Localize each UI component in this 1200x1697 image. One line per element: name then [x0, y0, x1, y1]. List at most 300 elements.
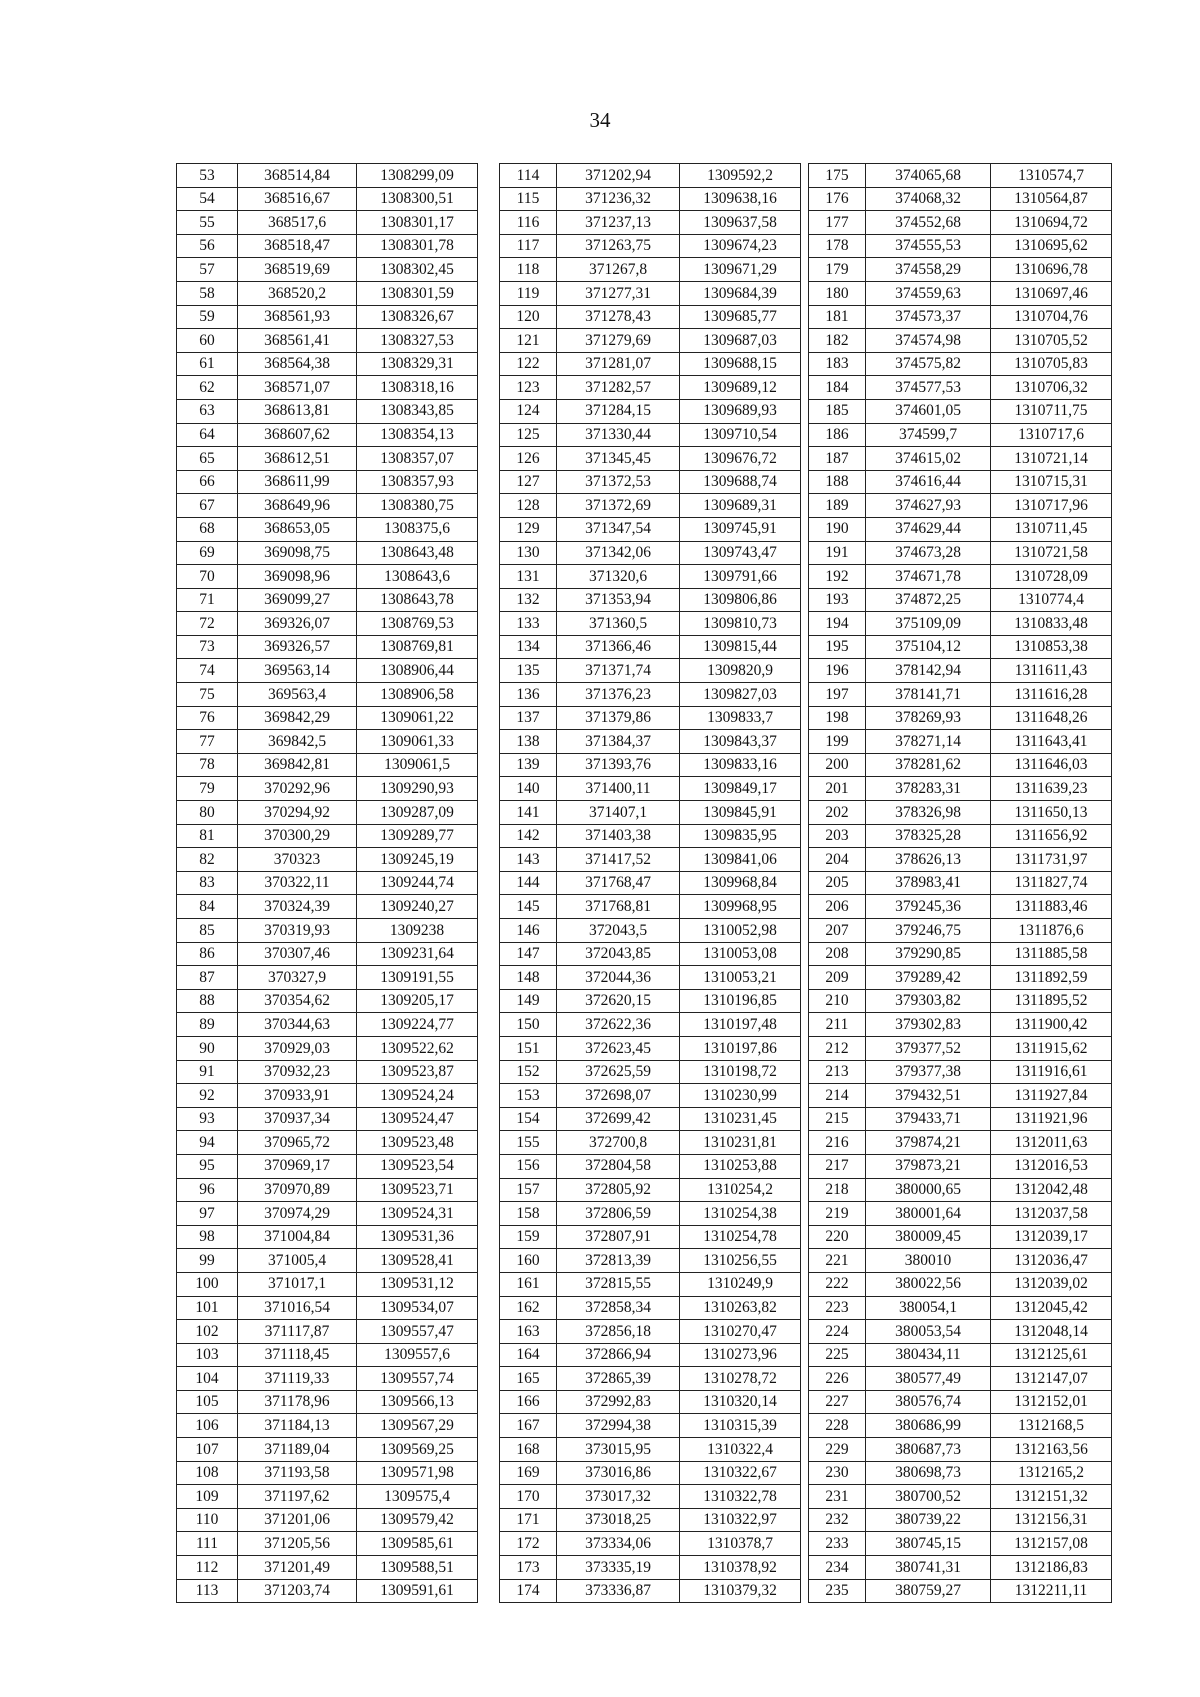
table-row	[809, 1390, 1112, 1414]
x-coordinate-cell: 379377,38	[866, 1060, 991, 1084]
y-coordinate-cell: 1308301,78	[357, 234, 478, 258]
y-coordinate-cell: 1311616,28	[991, 683, 1112, 707]
x-coordinate-cell: 368571,07	[238, 376, 357, 400]
table-row	[500, 1249, 801, 1273]
table-row	[500, 1154, 801, 1178]
point-number-cell: 127	[500, 470, 557, 494]
table-row	[500, 1084, 801, 1108]
y-coordinate-cell: 1308318,16	[357, 376, 478, 400]
y-coordinate-cell: 1308906,58	[357, 683, 478, 707]
point-number-cell: 58	[177, 281, 238, 305]
point-number-cell: 133	[500, 612, 557, 636]
y-coordinate-cell: 1309569,25	[357, 1438, 478, 1462]
y-coordinate-cell: 1309231,64	[357, 942, 478, 966]
point-number-cell: 226	[809, 1367, 866, 1391]
table-row	[177, 1107, 478, 1131]
point-number-cell: 148	[500, 966, 557, 990]
y-coordinate-cell: 1310717,6	[991, 423, 1112, 447]
table-row	[500, 1367, 801, 1391]
x-coordinate-cell: 374673,28	[866, 541, 991, 565]
y-coordinate-cell: 1312011,63	[991, 1131, 1112, 1155]
point-number-cell: 180	[809, 281, 866, 305]
table-row	[500, 989, 801, 1013]
table-row	[809, 1178, 1112, 1202]
x-coordinate-cell: 371360,5	[557, 612, 680, 636]
y-coordinate-cell: 1311650,13	[991, 801, 1112, 825]
point-number-cell: 112	[177, 1556, 238, 1580]
x-coordinate-cell: 372044,36	[557, 966, 680, 990]
point-number-cell: 218	[809, 1178, 866, 1202]
point-number-cell: 169	[500, 1461, 557, 1485]
point-number-cell: 146	[500, 919, 557, 943]
table-row	[500, 517, 801, 541]
y-coordinate-cell: 1310198,72	[680, 1060, 801, 1084]
x-coordinate-cell: 380054,1	[866, 1296, 991, 1320]
table-row	[177, 1154, 478, 1178]
x-coordinate-cell: 372994,38	[557, 1414, 680, 1438]
x-coordinate-cell: 379289,42	[866, 966, 991, 990]
point-number-cell: 87	[177, 966, 238, 990]
point-number-cell: 194	[809, 612, 866, 636]
point-number-cell: 140	[500, 777, 557, 801]
y-coordinate-cell: 1309061,5	[357, 753, 478, 777]
x-coordinate-cell: 378325,28	[866, 824, 991, 848]
table-row	[809, 706, 1112, 730]
x-coordinate-cell: 371203,74	[238, 1579, 357, 1603]
table-row	[177, 1272, 478, 1296]
x-coordinate-cell: 371417,52	[557, 848, 680, 872]
table-row	[809, 1579, 1112, 1603]
point-number-cell: 211	[809, 1013, 866, 1037]
table-row	[809, 848, 1112, 872]
x-coordinate-cell: 368611,99	[238, 470, 357, 494]
table-row	[500, 1036, 801, 1060]
table-row	[500, 1296, 801, 1320]
y-coordinate-cell: 1310564,87	[991, 187, 1112, 211]
x-coordinate-cell: 371205,56	[238, 1532, 357, 1556]
y-coordinate-cell: 1310717,96	[991, 494, 1112, 518]
x-coordinate-cell: 369098,75	[238, 541, 357, 565]
coordinates-table-right	[808, 163, 1112, 1603]
y-coordinate-cell: 1311656,92	[991, 824, 1112, 848]
x-coordinate-cell: 371197,62	[238, 1485, 357, 1509]
point-number-cell: 207	[809, 919, 866, 943]
table-row	[177, 1414, 478, 1438]
x-coordinate-cell: 378141,71	[866, 683, 991, 707]
point-number-cell: 200	[809, 753, 866, 777]
y-coordinate-cell: 1310322,97	[680, 1508, 801, 1532]
table-row	[177, 352, 478, 376]
y-coordinate-cell: 1310711,75	[991, 399, 1112, 423]
x-coordinate-cell: 378271,14	[866, 730, 991, 754]
table-row	[177, 1060, 478, 1084]
y-coordinate-cell: 1309688,74	[680, 470, 801, 494]
x-coordinate-cell: 370294,92	[238, 801, 357, 825]
x-coordinate-cell: 370933,91	[238, 1084, 357, 1108]
point-number-cell: 72	[177, 612, 238, 636]
y-coordinate-cell: 1312211,11	[991, 1579, 1112, 1603]
point-number-cell: 202	[809, 801, 866, 825]
table-row	[177, 683, 478, 707]
x-coordinate-cell: 371366,46	[557, 635, 680, 659]
y-coordinate-cell: 1309743,47	[680, 541, 801, 565]
table-row	[177, 1556, 478, 1580]
y-coordinate-cell: 1310378,7	[680, 1532, 801, 1556]
point-number-cell: 124	[500, 399, 557, 423]
x-coordinate-cell: 378269,93	[866, 706, 991, 730]
x-coordinate-cell: 371284,15	[557, 399, 680, 423]
point-number-cell: 55	[177, 211, 238, 235]
x-coordinate-cell: 374671,78	[866, 565, 991, 589]
table-row	[500, 211, 801, 235]
x-coordinate-cell: 378283,31	[866, 777, 991, 801]
x-coordinate-cell: 374629,44	[866, 517, 991, 541]
point-number-cell: 187	[809, 447, 866, 471]
x-coordinate-cell: 380687,73	[866, 1438, 991, 1462]
point-number-cell: 201	[809, 777, 866, 801]
y-coordinate-cell: 1309571,98	[357, 1461, 478, 1485]
y-coordinate-cell: 1309061,22	[357, 706, 478, 730]
y-coordinate-cell: 1309671,29	[680, 258, 801, 282]
point-number-cell: 154	[500, 1107, 557, 1131]
table-row	[500, 919, 801, 943]
table-row	[177, 1579, 478, 1603]
x-coordinate-cell: 380022,56	[866, 1272, 991, 1296]
point-number-cell: 105	[177, 1390, 238, 1414]
table-row	[500, 777, 801, 801]
table-row	[177, 517, 478, 541]
table-row	[809, 211, 1112, 235]
y-coordinate-cell: 1309791,66	[680, 565, 801, 589]
point-number-cell: 171	[500, 1508, 557, 1532]
x-coordinate-cell: 374559,63	[866, 281, 991, 305]
y-coordinate-cell: 1310254,78	[680, 1225, 801, 1249]
x-coordinate-cell: 378626,13	[866, 848, 991, 872]
y-coordinate-cell: 1309534,07	[357, 1296, 478, 1320]
point-number-cell: 56	[177, 234, 238, 258]
y-coordinate-cell: 1309968,84	[680, 871, 801, 895]
table-row	[809, 1532, 1112, 1556]
table-row	[809, 1367, 1112, 1391]
point-number-cell: 110	[177, 1508, 238, 1532]
x-coordinate-cell: 371237,13	[557, 211, 680, 235]
x-coordinate-cell: 371016,54	[238, 1296, 357, 1320]
table-row	[177, 1202, 478, 1226]
point-number-cell: 225	[809, 1343, 866, 1367]
x-coordinate-cell: 373015,95	[557, 1438, 680, 1462]
table-row	[809, 683, 1112, 707]
x-coordinate-cell: 368518,47	[238, 234, 357, 258]
y-coordinate-cell: 1310270,47	[680, 1320, 801, 1344]
y-coordinate-cell: 1308299,09	[357, 164, 478, 188]
y-coordinate-cell: 1309688,15	[680, 352, 801, 376]
table-row	[177, 1084, 478, 1108]
point-number-cell: 141	[500, 801, 557, 825]
point-number-cell: 204	[809, 848, 866, 872]
point-number-cell: 86	[177, 942, 238, 966]
table-row	[500, 635, 801, 659]
point-number-cell: 119	[500, 281, 557, 305]
table-row	[177, 1013, 478, 1037]
x-coordinate-cell: 371384,37	[557, 730, 680, 754]
table-row	[177, 1131, 478, 1155]
y-coordinate-cell: 1309833,7	[680, 706, 801, 730]
table-row	[500, 1320, 801, 1344]
y-coordinate-cell: 1312125,61	[991, 1343, 1112, 1367]
point-number-cell: 168	[500, 1438, 557, 1462]
table-row	[500, 871, 801, 895]
table-row	[500, 1178, 801, 1202]
table-row	[177, 730, 478, 754]
x-coordinate-cell: 369842,5	[238, 730, 357, 754]
y-coordinate-cell: 1309575,4	[357, 1485, 478, 1509]
table-row	[500, 1060, 801, 1084]
y-coordinate-cell: 1309687,03	[680, 329, 801, 353]
table-row	[500, 187, 801, 211]
y-coordinate-cell: 1310320,14	[680, 1390, 801, 1414]
x-coordinate-cell: 380053,54	[866, 1320, 991, 1344]
x-coordinate-cell: 369563,4	[238, 683, 357, 707]
y-coordinate-cell: 1311646,03	[991, 753, 1112, 777]
point-number-cell: 107	[177, 1438, 238, 1462]
table-row	[500, 234, 801, 258]
y-coordinate-cell: 1310694,72	[991, 211, 1112, 235]
point-number-cell: 162	[500, 1296, 557, 1320]
y-coordinate-cell: 1310315,39	[680, 1414, 801, 1438]
x-coordinate-cell: 380434,11	[866, 1343, 991, 1367]
table-row	[809, 1107, 1112, 1131]
table-row	[809, 753, 1112, 777]
y-coordinate-cell: 1308357,93	[357, 470, 478, 494]
x-coordinate-cell: 368517,6	[238, 211, 357, 235]
point-number-cell: 152	[500, 1060, 557, 1084]
table-row	[500, 1461, 801, 1485]
x-coordinate-cell: 380009,45	[866, 1225, 991, 1249]
table-row	[177, 1178, 478, 1202]
point-number-cell: 126	[500, 447, 557, 471]
point-number-cell: 190	[809, 517, 866, 541]
x-coordinate-cell: 372858,34	[557, 1296, 680, 1320]
x-coordinate-cell: 374555,53	[866, 234, 991, 258]
y-coordinate-cell: 1312036,47	[991, 1249, 1112, 1273]
table-row	[500, 942, 801, 966]
x-coordinate-cell: 380741,31	[866, 1556, 991, 1580]
table-row	[809, 565, 1112, 589]
point-number-cell: 97	[177, 1202, 238, 1226]
table-row	[809, 187, 1112, 211]
table-row	[500, 588, 801, 612]
point-number-cell: 84	[177, 895, 238, 919]
y-coordinate-cell: 1309676,72	[680, 447, 801, 471]
x-coordinate-cell: 371005,4	[238, 1249, 357, 1273]
x-coordinate-cell: 369098,96	[238, 565, 357, 589]
x-coordinate-cell: 374577,53	[866, 376, 991, 400]
table-row	[809, 1556, 1112, 1580]
x-coordinate-cell: 371201,49	[238, 1556, 357, 1580]
point-number-cell: 138	[500, 730, 557, 754]
table-row	[809, 966, 1112, 990]
x-coordinate-cell: 370969,17	[238, 1154, 357, 1178]
table-row	[809, 234, 1112, 258]
table-row	[500, 1131, 801, 1155]
x-coordinate-cell: 379245,36	[866, 895, 991, 919]
x-coordinate-cell: 380739,22	[866, 1508, 991, 1532]
x-coordinate-cell: 372865,39	[557, 1367, 680, 1391]
y-coordinate-cell: 1312039,02	[991, 1272, 1112, 1296]
table-row	[500, 1532, 801, 1556]
x-coordinate-cell: 370324,39	[238, 895, 357, 919]
x-coordinate-cell: 371282,57	[557, 376, 680, 400]
table-row	[500, 1225, 801, 1249]
y-coordinate-cell: 1312039,17	[991, 1225, 1112, 1249]
x-coordinate-cell: 371017,1	[238, 1272, 357, 1296]
point-number-cell: 145	[500, 895, 557, 919]
point-number-cell: 153	[500, 1084, 557, 1108]
x-coordinate-cell: 368653,05	[238, 517, 357, 541]
point-number-cell: 102	[177, 1320, 238, 1344]
y-coordinate-cell: 1309685,77	[680, 305, 801, 329]
point-number-cell: 144	[500, 871, 557, 895]
point-number-cell: 173	[500, 1556, 557, 1580]
point-number-cell: 85	[177, 919, 238, 943]
point-number-cell: 222	[809, 1272, 866, 1296]
x-coordinate-cell: 370292,96	[238, 777, 357, 801]
table-row	[177, 942, 478, 966]
table-row	[177, 1036, 478, 1060]
y-coordinate-cell: 1311648,26	[991, 706, 1112, 730]
point-number-cell: 139	[500, 753, 557, 777]
x-coordinate-cell: 368561,93	[238, 305, 357, 329]
y-coordinate-cell: 1312016,53	[991, 1154, 1112, 1178]
table-row	[809, 1154, 1112, 1178]
point-number-cell: 92	[177, 1084, 238, 1108]
x-coordinate-cell: 371345,45	[557, 447, 680, 471]
table-row	[809, 1296, 1112, 1320]
point-number-cell: 174	[500, 1579, 557, 1603]
y-coordinate-cell: 1311900,42	[991, 1013, 1112, 1037]
table-row	[500, 376, 801, 400]
point-number-cell: 227	[809, 1390, 866, 1414]
point-number-cell: 137	[500, 706, 557, 730]
point-number-cell: 217	[809, 1154, 866, 1178]
table-row	[809, 1461, 1112, 1485]
table-row	[809, 1485, 1112, 1509]
y-coordinate-cell: 1311643,41	[991, 730, 1112, 754]
x-coordinate-cell: 372805,92	[557, 1178, 680, 1202]
x-coordinate-cell: 374616,44	[866, 470, 991, 494]
y-coordinate-cell: 1312042,48	[991, 1178, 1112, 1202]
point-number-cell: 182	[809, 329, 866, 353]
table-row	[500, 730, 801, 754]
x-coordinate-cell: 379246,75	[866, 919, 991, 943]
y-coordinate-cell: 1309841,06	[680, 848, 801, 872]
point-number-cell: 80	[177, 801, 238, 825]
table-row	[500, 305, 801, 329]
table-row	[177, 305, 478, 329]
table-row	[809, 1320, 1112, 1344]
table-row	[500, 281, 801, 305]
point-number-cell: 73	[177, 635, 238, 659]
table-row	[809, 659, 1112, 683]
table-row	[809, 305, 1112, 329]
y-coordinate-cell: 1308329,31	[357, 352, 478, 376]
y-coordinate-cell: 1310695,62	[991, 234, 1112, 258]
table-row	[177, 706, 478, 730]
y-coordinate-cell: 1309224,77	[357, 1013, 478, 1037]
point-number-cell: 149	[500, 989, 557, 1013]
y-coordinate-cell: 1310230,99	[680, 1084, 801, 1108]
point-number-cell: 147	[500, 942, 557, 966]
table-row	[809, 329, 1112, 353]
x-coordinate-cell: 374627,93	[866, 494, 991, 518]
point-number-cell: 232	[809, 1508, 866, 1532]
y-coordinate-cell: 1309205,17	[357, 989, 478, 1013]
x-coordinate-cell: 378281,62	[866, 753, 991, 777]
table-row	[177, 1320, 478, 1344]
point-number-cell: 221	[809, 1249, 866, 1273]
y-coordinate-cell: 1309745,91	[680, 517, 801, 541]
point-number-cell: 114	[500, 164, 557, 188]
y-coordinate-cell: 1309523,87	[357, 1060, 478, 1084]
x-coordinate-cell: 378326,98	[866, 801, 991, 825]
point-number-cell: 233	[809, 1532, 866, 1556]
x-coordinate-cell: 369563,14	[238, 659, 357, 683]
point-number-cell: 67	[177, 494, 238, 518]
y-coordinate-cell: 1309833,16	[680, 753, 801, 777]
table-row	[500, 683, 801, 707]
x-coordinate-cell: 378983,41	[866, 871, 991, 895]
x-coordinate-cell: 372043,5	[557, 919, 680, 943]
y-coordinate-cell: 1310273,96	[680, 1343, 801, 1367]
y-coordinate-cell: 1308906,44	[357, 659, 478, 683]
point-number-cell: 122	[500, 352, 557, 376]
point-number-cell: 82	[177, 848, 238, 872]
table-row	[500, 895, 801, 919]
table-row	[500, 1508, 801, 1532]
x-coordinate-cell: 379377,52	[866, 1036, 991, 1060]
point-number-cell: 165	[500, 1367, 557, 1391]
y-coordinate-cell: 1308300,51	[357, 187, 478, 211]
y-coordinate-cell: 1308302,45	[357, 258, 478, 282]
point-number-cell: 130	[500, 541, 557, 565]
point-number-cell: 163	[500, 1320, 557, 1344]
y-coordinate-cell: 1310254,2	[680, 1178, 801, 1202]
y-coordinate-cell: 1309523,71	[357, 1178, 478, 1202]
x-coordinate-cell: 368561,41	[238, 329, 357, 353]
point-number-cell: 59	[177, 305, 238, 329]
table-row	[809, 1438, 1112, 1462]
point-number-cell: 71	[177, 588, 238, 612]
x-coordinate-cell: 380000,65	[866, 1178, 991, 1202]
x-coordinate-cell: 373018,25	[557, 1508, 680, 1532]
y-coordinate-cell: 1309524,47	[357, 1107, 478, 1131]
y-coordinate-cell: 1309240,27	[357, 895, 478, 919]
page-number: 34	[589, 108, 611, 132]
point-number-cell: 143	[500, 848, 557, 872]
x-coordinate-cell: 372813,39	[557, 1249, 680, 1273]
y-coordinate-cell: 1309827,03	[680, 683, 801, 707]
y-coordinate-cell: 1310774,4	[991, 588, 1112, 612]
point-number-cell: 64	[177, 423, 238, 447]
x-coordinate-cell: 370323	[238, 848, 357, 872]
point-number-cell: 208	[809, 942, 866, 966]
y-coordinate-cell: 1309689,12	[680, 376, 801, 400]
y-coordinate-cell: 1309290,93	[357, 777, 478, 801]
table-row	[177, 1390, 478, 1414]
table-row	[177, 281, 478, 305]
y-coordinate-cell: 1309710,54	[680, 423, 801, 447]
x-coordinate-cell: 380698,73	[866, 1461, 991, 1485]
